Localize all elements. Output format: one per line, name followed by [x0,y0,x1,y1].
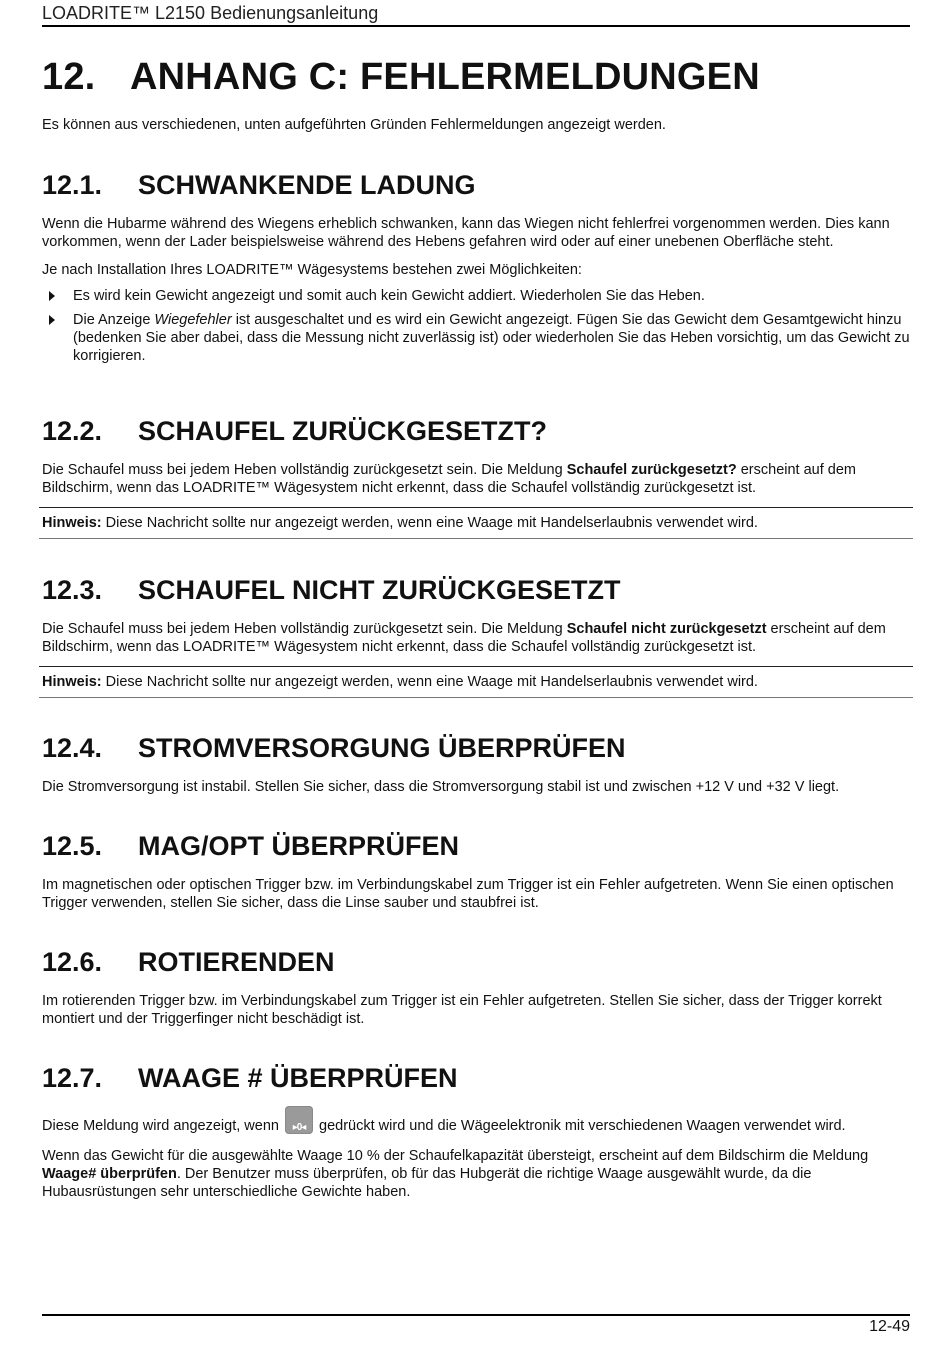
scale-select-button-icon: ▸0◂ [285,1106,313,1134]
chapter-intro: Es können aus verschiedenen, unten aufgeführten Gründen Fehlermeldungen angezeigt werden. [42,117,666,133]
note-label: Hinweis: [42,515,102,531]
paragraph-text: Die Schaufel muss bei jedem Heben vollständig zurückgesetzt sein. Die Meldung [42,462,567,478]
section-heading [42,1063,910,1094]
paragraph-text: erscheint auf dem Bildschirm, wenn das LOADRITE™ Wägesystem nicht erkennt, dass die Schaufel vollständig zurückgesetzt ist. [42,621,886,655]
note-text: Diese Nachricht sollte nur angezeigt werden, wenn eine Waage mit Handelserlaubnis verwendet wird. [101,674,758,690]
section-12-6 [42,947,910,1028]
paragraph-text: Die Schaufel muss bei jedem Heben vollständig zurückgesetzt sein. Die Meldung [42,621,567,637]
header-rule [42,25,910,27]
section-title: STROMVERSORGUNG ÜBERPRÜFEN [138,733,626,763]
section-heading [42,416,910,447]
section-number: 12.6. [42,947,103,977]
section-heading [42,575,910,606]
section-12-2 [42,416,910,539]
list-item-text: ist ausgeschaltet und es wird ein Gewicht angezeigt. Fügen Sie das Gewicht dem Gesamtgewicht hinzu (bedenken Sie aber dabei, dass die Messung nicht zuverlässig ist) oder wiederholen Sie das Heben vorsichtig, um das Gewicht zu korrigieren. [73,312,910,364]
section-title: MAG/OPT ÜBERPRÜFEN [138,831,460,861]
error-indicator-name: Wiegefehler [154,312,232,328]
paragraph [42,1106,910,1141]
list-item [42,287,910,305]
section-heading [42,947,910,978]
paragraph: Im rotierenden Trigger bzw. im Verbindungskabel zum Trigger ist ein Fehler aufgetreten. Stellen Sie sicher, dass der Trigger korrekt montiert und der Triggerfinger nicht beschädigt ist. [42,993,882,1027]
section-number: 12.7. [42,1063,103,1093]
chapter-title [42,56,760,99]
paragraph-text: Diese Meldung wird angezeigt, wenn [42,1118,283,1134]
list-item-text: Es wird kein Gewicht angezeigt und somit auch kein Gewicht addiert. Wiederholen Sie das Heben. [73,288,705,304]
note-box [39,507,913,539]
section-title: WAAGE # ÜBERPRÜFEN [138,1063,458,1093]
section-title: SCHAUFEL NICHT ZURÜCKGESETZT [138,575,621,605]
paragraph-text: erscheint auf dem Bildschirm, wenn das LOADRITE™ Wägesystem nicht erkennt, dass die Schaufel vollständig zurückgesetzt ist. [42,462,857,496]
paragraph-text: . Der Benutzer muss überprüfen, ob für das Hubgerät die richtige Waage ausgewählt wurde, da die Hubausrüstungen sehr unterschiedliche Gewichte haben. [42,1166,812,1200]
bullet-triangle-icon [49,315,55,325]
chapter-number: 12. [42,56,96,98]
paragraph: Die Stromversorgung ist instabil. Stellen Sie sicher, dass die Stromversorgung stabil ist und zwischen +12 V und +32 V liegt. [42,779,840,795]
paragraph [42,620,910,656]
note-box [39,666,913,698]
message-name: Schaufel zurückgesetzt? [566,462,737,478]
bullet-triangle-icon [49,291,55,301]
note-text: Diese Nachricht sollte nur angezeigt werden, wenn eine Waage mit Handelserlaubnis verwendet wird. [101,515,758,531]
section-heading [42,170,910,201]
section-12-4 [42,733,910,796]
paragraph-text: gedrückt wird und die Wägeelektronik mit verschiedenen Waagen verwendet wird. [315,1118,846,1134]
section-number: 12.4. [42,733,103,763]
section-12-7 [42,1063,910,1201]
message-name: Waage# überprüfen [42,1166,177,1182]
page-number: 12-49 [869,1318,910,1335]
section-heading [42,733,910,764]
section-title: SCHWANKENDE LADUNG [138,170,476,200]
paragraph [42,461,910,497]
note-label: Hinweis: [42,674,102,690]
running-header: LOADRITE™ L2150 Bedienungsanleitung [42,3,379,23]
list-item [42,311,910,365]
section-number: 12.5. [42,831,103,861]
paragraph: Im magnetischen oder optischen Trigger bzw. im Verbindungskabel zum Trigger ist ein Fehler aufgetreten. Wenn Sie einen optischen Trigger verwenden, stellen Sie sicher, dass die Linse sauber und staubfrei ist. [42,877,894,911]
chapter-title-text: ANHANG C: FEHLERMELDUNGEN [130,56,760,98]
section-number: 12.1. [42,170,103,200]
section-12-5 [42,831,910,912]
list-item-text: Die Anzeige [73,312,155,328]
section-12-1 [42,170,910,371]
section-number: 12.3. [42,575,103,605]
section-title: ROTIERENDEN [138,947,335,977]
section-heading [42,831,910,862]
bullet-list [42,287,910,365]
message-name: Schaufel nicht zurückgesetzt [566,621,767,637]
section-title: SCHAUFEL ZURÜCKGESETZT? [138,416,547,446]
section-number: 12.2. [42,416,103,446]
paragraph: Je nach Installation Ihres LOADRITE™ Wägesystems bestehen zwei Möglichkeiten: [42,262,582,278]
footer-rule [42,1314,910,1316]
section-12-3 [42,575,910,698]
paragraph-text: Wenn das Gewicht für die ausgewählte Waage 10 % der Schaufelkapazität übersteigt, erscheint auf dem Bildschirm die Meldung [42,1148,869,1164]
paragraph: Wenn die Hubarme während des Wiegens erheblich schwanken, kann das Wiegen nicht fehlerfrei vorgenommen werden. Dies kann vorkommen, wenn der Lader beispielsweise während des Hebens gefahren wird oder auf einer unebenen Oberfläche steht. [42,216,890,250]
paragraph [42,1147,910,1201]
